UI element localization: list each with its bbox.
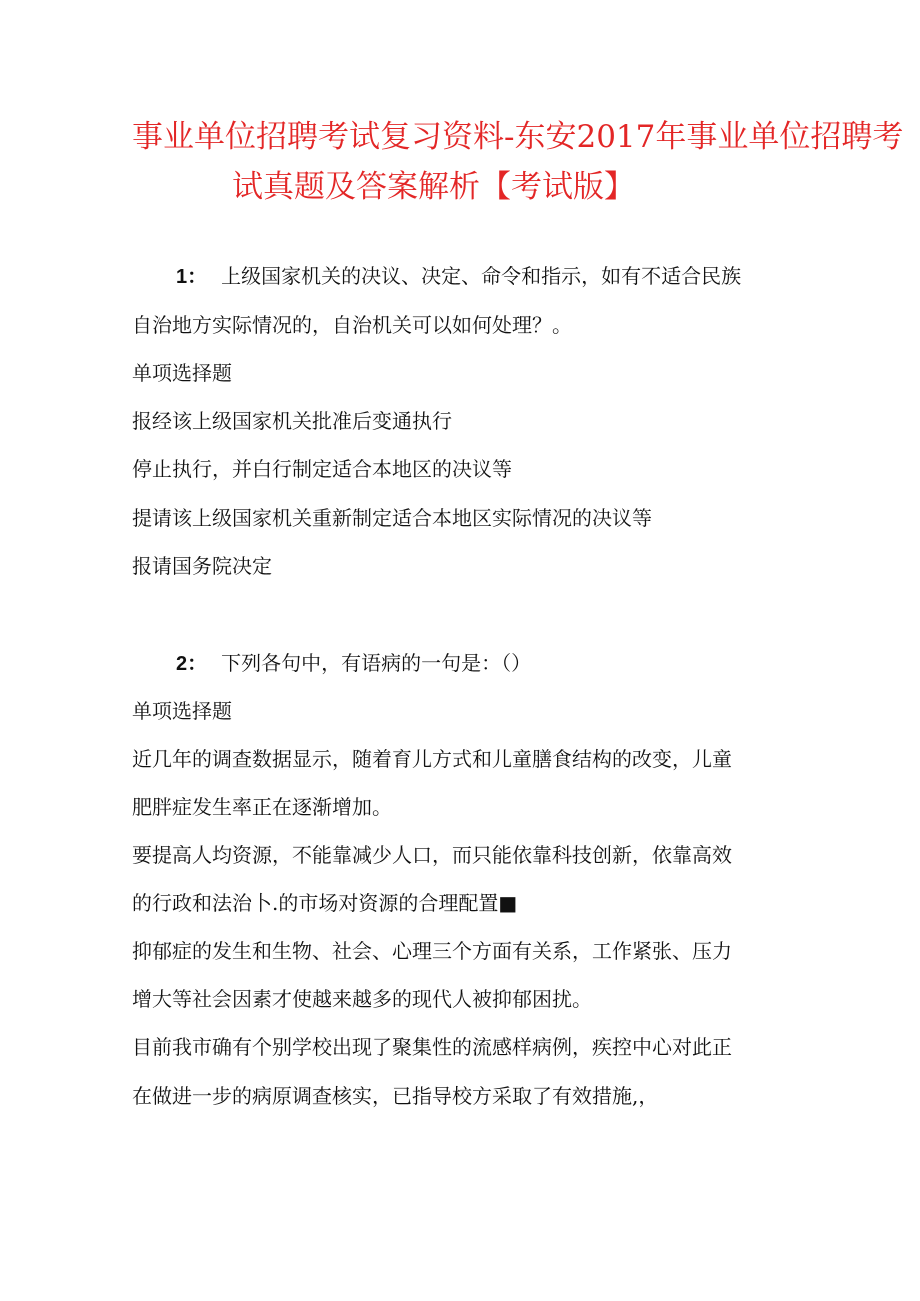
question-2-option-1-line-2: 肥胖症发生率正在逐渐增加。: [132, 795, 392, 819]
question-2-option-1-line-1: 近几年的调查数据显示，随着育儿方式和儿童膳食结构的改变，儿童: [132, 747, 732, 771]
question-1-option-1: 报经该上级国家机关批准后变通执行: [132, 409, 452, 433]
question-2-option-2-line-1: 要提高人均资源，不能靠减少人口，而只能依靠科技创新，依靠高效: [132, 843, 732, 867]
question-2-stem-text: 下列各句中，有语病的一句是：（）: [221, 651, 532, 675]
question-2-number: 2：: [176, 653, 208, 675]
question-1-option-3: 提请该上级国家机关重新制定适合本地区实际情况的决议等: [132, 506, 652, 530]
question-2-option-4-line-1: 目前我市确有个别学校出现了聚集性的流感样病例，疾控中心对此正: [132, 1035, 732, 1059]
question-2-type: 单项选择题: [132, 699, 232, 723]
document-title: [0, 112, 920, 212]
question-2-option-4-line-2: 在做进一步的病原调查核实，已指导校方采取了有效措施,，: [132, 1084, 659, 1108]
question-1-stem-line-2: 自治地方实际情况的，自治机关可以如何处理？。: [132, 313, 572, 337]
question-1-option-4: 报请国务院决定: [132, 554, 272, 578]
question-1-stem-line-1: [176, 262, 836, 291]
question-1-number: 1：: [176, 266, 208, 288]
title-line-1: 事业单位招聘考试复习资料-东安2017年事业单位招聘考: [132, 119, 904, 155]
question-2-option-3-line-2: 增大等社会因素才使越来越多的现代人被抑郁困扰。: [132, 987, 592, 1011]
question-1-option-2: 停止执行，并白行制定适合本地区的决议等: [132, 457, 512, 481]
title-line-2: 试真题及答案解析【考试版】: [232, 169, 635, 205]
question-2-option-2-line-2: 的行政和法治卜.的市场对资源的合理配置■: [132, 891, 518, 915]
question-1-stem-text: 上级国家机关的决议、决定、命令和指示，如有不适合民族: [221, 264, 742, 288]
question-2-option-3-line-1: 抑郁症的发生和生物、社会、心理三个方面有关系，工作紧张、压力: [132, 939, 732, 963]
question-2-stem-line-1: [176, 649, 836, 678]
question-1-type: 单项选择题: [132, 361, 232, 385]
